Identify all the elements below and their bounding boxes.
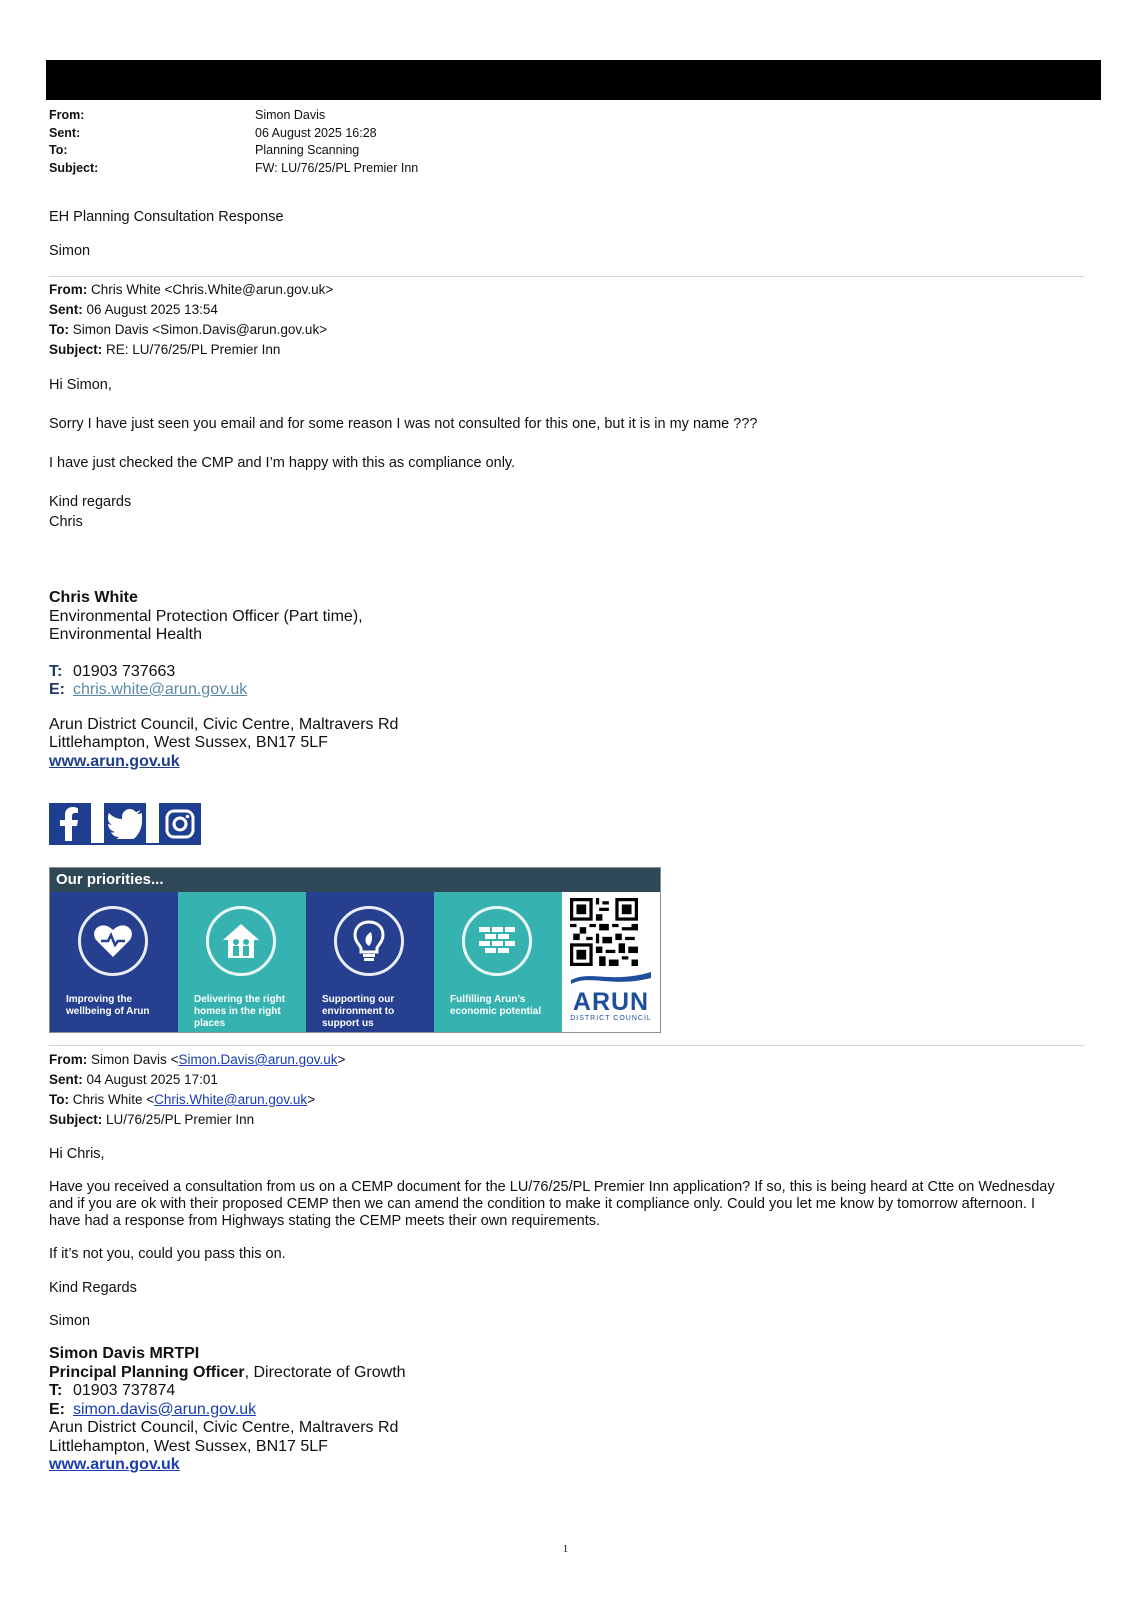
- label: From:: [49, 1052, 88, 1067]
- header-label: To:: [49, 143, 68, 157]
- msg1-sent: 06 August 2025 13:54: [86, 302, 218, 317]
- sig-name: Simon Davis MRTPI: [49, 1345, 200, 1362]
- page-number: 1: [562, 1543, 569, 1555]
- msg2-header: [49, 1050, 345, 1130]
- sig-title-rest: , Directorate of Growth: [244, 1363, 406, 1381]
- label: Subject:: [49, 342, 103, 357]
- logo-word: ARUN: [572, 988, 650, 1016]
- priority-economy: [434, 892, 562, 1032]
- header-value: Planning Scanning: [255, 143, 360, 157]
- house-family-icon: [206, 906, 276, 976]
- header-from-row: [49, 107, 418, 125]
- msg2-subject: LU/76/25/PL Premier Inn: [106, 1112, 255, 1127]
- header-label: Sent:: [49, 125, 81, 140]
- social-links: [49, 803, 201, 845]
- brick-wall-icon: [462, 906, 532, 976]
- priority-caption: Fulfilling Arun’s economic potential: [450, 994, 542, 1017]
- header-to-row: [49, 142, 418, 160]
- email-label: E:: [49, 1400, 65, 1418]
- msg1-from-row: [49, 280, 333, 300]
- divider: [49, 276, 1084, 277]
- msg2-from-row: [49, 1050, 345, 1070]
- sig-title-bold: Principal Planning Officer: [49, 1363, 245, 1381]
- qr-and-logo: [562, 892, 660, 1032]
- signature-chris: [49, 589, 398, 771]
- priority-caption: Improving the wellbeing of Arun: [66, 994, 150, 1017]
- header-subject-row: [49, 160, 418, 178]
- label: Sent:: [49, 302, 83, 317]
- email-header: [49, 107, 418, 177]
- sig-phone: 01903 737874: [73, 1382, 176, 1399]
- msg2-para1-line: Have you received a consultation from us on a CEMP document for the LU/76/25/PL Premier Inn application? If so, this is being heard at Ctte on Wednesday: [49, 1179, 1055, 1195]
- msg1-greeting: Hi Simon,: [49, 377, 112, 393]
- header-label: From:: [49, 108, 85, 122]
- msg2-para2: If it’s not you, could you pass this on.: [49, 1246, 286, 1262]
- priority-environment: [306, 892, 434, 1032]
- sig-address-1: Arun District Council, Civic Centre, Maltravers Rd: [49, 1419, 399, 1436]
- header-value: Simon Davis: [255, 108, 326, 122]
- header-sent-row: [49, 125, 418, 143]
- header-value: FW: LU/76/25/PL Premier Inn: [255, 160, 419, 175]
- label: From:: [49, 282, 88, 297]
- priority-wellbeing: [50, 892, 178, 1032]
- label: To:: [49, 322, 69, 337]
- wave-icon: [571, 970, 651, 984]
- twitter-icon[interactable]: [104, 803, 146, 845]
- signature-simon: [49, 1345, 406, 1475]
- msg2-para1-line: have had a response from Highways stating the CEMP meets their own requirements.: [49, 1212, 600, 1229]
- label: To:: [49, 1092, 69, 1107]
- msg2-from-name: Simon Davis <: [91, 1052, 179, 1067]
- msg2-to-row: [49, 1090, 345, 1110]
- sig-email-link[interactable]: chris.white@arun.gov.uk: [73, 681, 248, 698]
- msg1-subject-row: [49, 340, 333, 360]
- facebook-icon[interactable]: [49, 803, 91, 845]
- msg2-sent: 04 August 2025 17:01: [86, 1072, 218, 1087]
- priorities-banner: [49, 867, 661, 1033]
- email-label: E:: [49, 681, 65, 698]
- msg1-para1: Sorry I have just seen you email and for some reason I was not consulted for this one, but it is in my name ???: [49, 416, 758, 432]
- banner-title: Our priorities...: [50, 868, 660, 892]
- priority-caption: Supporting our environment to support us: [322, 994, 395, 1029]
- msg1-sent-row: [49, 300, 333, 320]
- msg2-signoff: Simon: [49, 1313, 91, 1329]
- separator: [146, 843, 159, 845]
- sig-dept: Environmental Health: [49, 626, 202, 643]
- sig-address-2: Littlehampton, West Sussex, BN17 5LF: [49, 734, 328, 751]
- header-value: 06 August 2025 16:28: [255, 125, 377, 140]
- sig-address-2: Littlehampton, West Sussex, BN17 5LF: [49, 1437, 328, 1455]
- phone-label: T:: [49, 662, 63, 680]
- arun-logo: [568, 970, 654, 1022]
- msg2-greeting: Hi Chris,: [49, 1146, 105, 1162]
- msg1-to-row: [49, 320, 333, 340]
- msg1-closing: Kind regards: [49, 494, 132, 510]
- msg2-para1: [49, 1179, 1109, 1229]
- msg2-para1-line: and if you are ok with their proposed CEMP then we can amend the condition to make it compliance only. Could you let me know by tomorrow afternoon. I: [49, 1195, 1035, 1212]
- priority-homes: [178, 892, 306, 1032]
- intro-line: EH Planning Consultation Response: [49, 209, 284, 225]
- lightbulb-leaf-icon: [334, 906, 404, 976]
- sig-website-link[interactable]: www.arun.gov.uk: [49, 1456, 180, 1473]
- divider: [49, 1045, 1084, 1046]
- priority-caption: Delivering the right homes in the right places: [194, 994, 286, 1029]
- phone-label: T:: [49, 1382, 63, 1399]
- separator: [91, 843, 104, 845]
- label: Subject:: [49, 1112, 103, 1127]
- msg2-closing: Kind Regards: [49, 1280, 137, 1296]
- sig-website-link[interactable]: www.arun.gov.uk: [49, 752, 180, 770]
- msg2-to-email-link[interactable]: Chris.White@arun.gov.uk: [154, 1092, 308, 1107]
- sig-email-link[interactable]: simon.davis@arun.gov.uk: [73, 1400, 257, 1418]
- sig-address-1: Arun District Council, Civic Centre, Maltravers Rd: [49, 715, 399, 733]
- redaction-bar: [46, 60, 1101, 100]
- intro-signoff: Simon: [49, 243, 91, 259]
- msg1-subject: RE: LU/76/25/PL Premier Inn: [106, 342, 281, 357]
- msg2-subject-row: [49, 1110, 345, 1130]
- msg1-signoff: Chris: [49, 514, 83, 530]
- msg1-para2: I have just checked the CMP and I’m happy with this as compliance only.: [49, 455, 516, 471]
- msg2-to-close: >: [307, 1092, 316, 1107]
- header-label: Subject:: [49, 160, 99, 175]
- logo-subtitle: DISTRICT COUNCIL: [570, 1015, 652, 1022]
- label: Sent:: [49, 1072, 83, 1087]
- msg2-sent-row: [49, 1070, 345, 1090]
- sig-title: Environmental Protection Officer (Part time),: [49, 607, 363, 625]
- instagram-icon[interactable]: [159, 803, 201, 845]
- qr-code-icon: [570, 898, 638, 966]
- msg1-to: Simon Davis <Simon.Davis@arun.gov.uk>: [72, 322, 328, 337]
- msg1-header: [49, 280, 333, 360]
- msg2-from-close: >: [337, 1052, 346, 1067]
- msg1-from: Chris White <Chris.White@arun.gov.uk>: [91, 282, 334, 297]
- msg2-to-name: Chris White <: [72, 1092, 155, 1107]
- sig-name: Chris White: [49, 589, 138, 606]
- sig-phone: 01903 737663: [73, 662, 176, 680]
- heart-icon: [78, 906, 148, 976]
- msg2-from-email-link[interactable]: Simon.Davis@arun.gov.uk: [178, 1052, 338, 1067]
